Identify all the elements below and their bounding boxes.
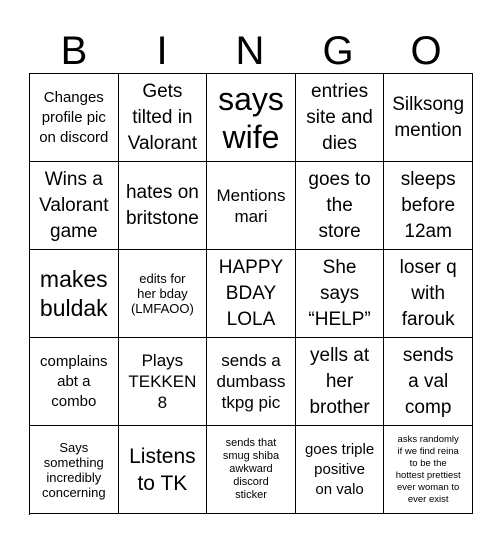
cell-text: Says something incredibly concerning xyxy=(41,439,106,500)
bingo-cell[interactable] xyxy=(207,426,296,514)
bingo-cell[interactable] xyxy=(296,162,385,250)
bingo-cell[interactable] xyxy=(30,250,119,338)
cell-text: yells at her brother xyxy=(309,344,370,418)
header-letter-o: O xyxy=(410,29,442,73)
cell-text: Plays TEKKEN 8 xyxy=(128,351,197,412)
cell-text: goes to the store xyxy=(308,168,371,242)
bingo-cell[interactable] xyxy=(207,250,296,338)
bingo-cell[interactable] xyxy=(296,74,385,162)
bingo-cell[interactable] xyxy=(119,162,208,250)
cell-text: Silksong mention xyxy=(392,93,465,141)
cell-text: asks randomly if we find reina to be the hottest prettiest ever woman to ever exist xyxy=(395,433,461,505)
bingo-cell[interactable] xyxy=(296,338,385,426)
bingo-cell[interactable] xyxy=(296,250,385,338)
bingo-cell[interactable] xyxy=(384,162,473,250)
bingo-cell[interactable] xyxy=(384,338,473,426)
bingo-cell[interactable] xyxy=(207,74,296,162)
bingo-cell[interactable] xyxy=(207,338,296,426)
cell-text: She says “HELP” xyxy=(308,256,371,330)
bingo-cell[interactable] xyxy=(119,426,208,514)
cell-text: HAPPY BDAY LOLA xyxy=(218,256,284,330)
cell-text: Gets tilted in Valorant xyxy=(127,80,198,154)
bingo-cell[interactable] xyxy=(30,162,119,250)
header-letter-n: N xyxy=(235,29,265,73)
bingo-cell[interactable] xyxy=(30,426,119,514)
cell-text: sends that smug shiba awkward discord sticker xyxy=(222,437,280,501)
header-letter-b: B xyxy=(60,29,88,73)
bingo-cell[interactable] xyxy=(30,74,119,162)
bingo-cell[interactable] xyxy=(296,426,385,514)
header-letter-i: I xyxy=(156,29,168,73)
cell-text: loser q with farouk xyxy=(399,256,457,330)
header-letter-g: G xyxy=(322,29,354,73)
cell-text: Listens to TK xyxy=(129,444,196,495)
bingo-header xyxy=(30,26,472,76)
cell-text: entries site and dies xyxy=(306,80,373,154)
bingo-cell[interactable] xyxy=(207,162,296,250)
cell-text: sleeps before 12am xyxy=(400,168,456,242)
bingo-grid xyxy=(29,73,473,515)
bingo-cell[interactable] xyxy=(384,250,473,338)
cell-text: goes triple positive on valo xyxy=(304,440,375,498)
cell-text: sends a val comp xyxy=(402,344,454,418)
bingo-cell[interactable] xyxy=(384,426,473,514)
bingo-cell[interactable] xyxy=(384,74,473,162)
cell-text: Wins a Valorant game xyxy=(39,168,109,242)
bingo-cell[interactable] xyxy=(119,74,208,162)
cell-text: Mentions mari xyxy=(216,185,286,226)
bingo-cell[interactable] xyxy=(30,338,119,426)
cell-text: Changes profile pic on discord xyxy=(39,88,109,146)
cell-text: edits for her bday (LMFAOO) xyxy=(130,271,194,316)
bingo-cell[interactable] xyxy=(119,250,208,338)
cell-text: complains abt a combo xyxy=(40,352,108,410)
cell-text: hates on britstone xyxy=(125,181,199,229)
cell-text: sends a dumbass tkpg pic xyxy=(216,351,286,412)
bingo-cell[interactable] xyxy=(119,338,208,426)
cell-text: makes buldak xyxy=(39,265,108,321)
cell-text: says wife xyxy=(218,80,284,155)
